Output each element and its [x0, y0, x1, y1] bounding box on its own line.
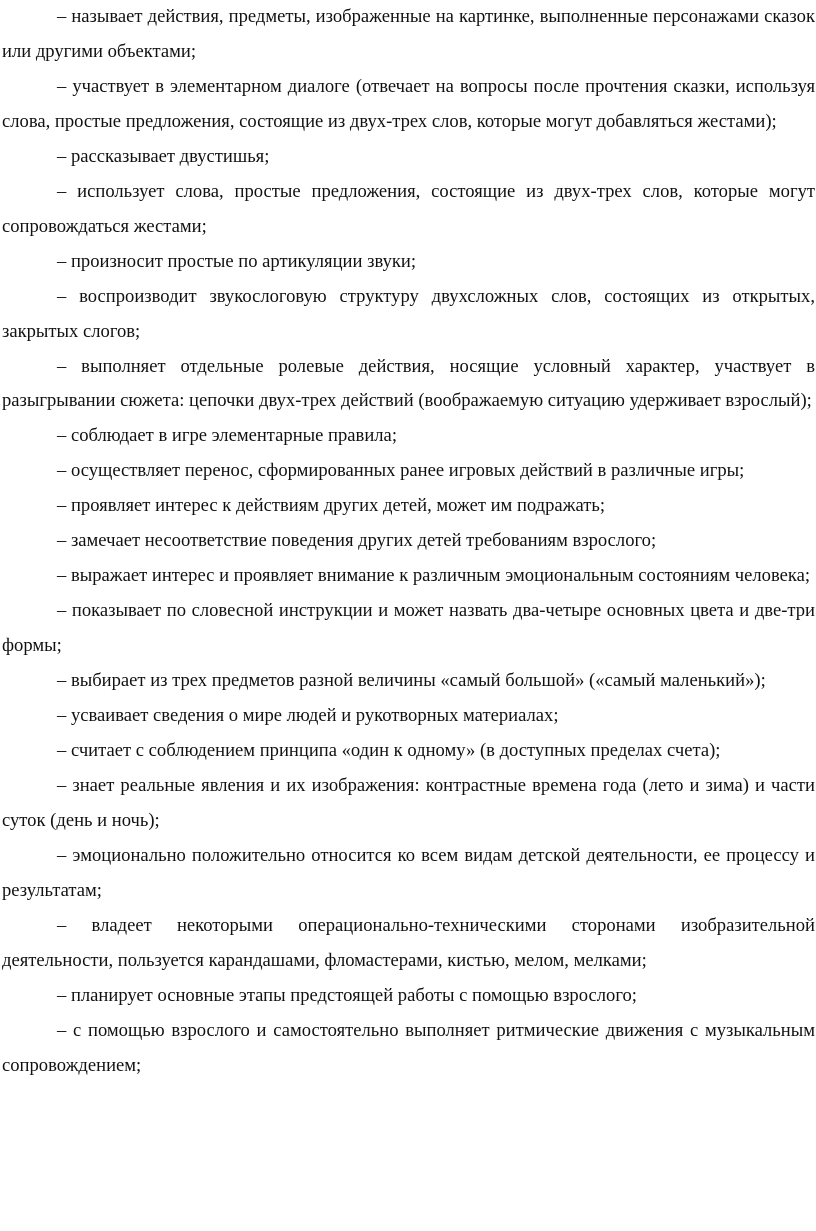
- document-body: [2, 0, 815, 1084]
- paragraph-item: – осуществляет перенос, сформированных ранее игровых действий в различные игры;: [57, 460, 745, 482]
- paragraph-item: – замечает несоответствие поведения других детей требованиям взрослого;: [57, 530, 657, 552]
- paragraph-item: – с помощью взрослого и самостоятельно выполняет ритмические движения с музыкальным сопровождением;: [2, 1019, 815, 1076]
- paragraph-item: – соблюдает в игре элементарные правила;: [57, 425, 397, 447]
- paragraph-item: – выполняет отдельные ролевые действия, носящие условный характер, участвует в разыгрывании сюжета: цепочки двух-трех действий (воображаемую ситуацию удерживает взрослый);: [2, 355, 815, 412]
- paragraph-item: – воспроизводит звукослоговую структуру двухсложных слов, состоящих из открытых, закрытых слогов;: [2, 285, 815, 342]
- paragraph-item: – участвует в элементарном диалоге (отвечает на вопросы после прочтения сказки, используя слова, простые предложения, состоящие из двух-трех слов, которые могут добавляться жестами);: [2, 75, 815, 132]
- paragraph-item: – эмоционально положительно относится ко всем видам детской деятельности, ее процессу и результатам;: [2, 844, 815, 901]
- paragraph-item: – знает реальные явления и их изображения: контрастные времена года (лето и зима) и части суток (день и ночь);: [2, 774, 815, 831]
- paragraph-item: – считает с соблюдением принципа «один к одному» (в доступных пределах счета);: [57, 740, 721, 762]
- paragraph-item: – рассказывает двустишья;: [57, 145, 270, 167]
- paragraph-item: – усваивает сведения о мире людей и рукотворных материалах;: [57, 705, 559, 727]
- paragraph-item: – использует слова, простые предложения, состоящие из двух-трех слов, которые могут сопровождаться жестами;: [2, 180, 815, 237]
- paragraph-item: – владеет некоторыми операционально-техническими сторонами изобразительной деятельности, пользуется карандашами, фломастерами, кистью, мелом, мелками;: [2, 914, 815, 971]
- paragraph-item: – планирует основные этапы предстоящей работы с помощью взрослого;: [57, 984, 637, 1006]
- paragraph-item: – произносит простые по артикуляции звуки;: [57, 250, 417, 272]
- paragraph-item: – показывает по словесной инструкции и может назвать два-четыре основных цвета и две-три формы;: [2, 600, 815, 657]
- paragraph-item: – проявляет интерес к действиям других детей, может им подражать;: [57, 495, 606, 517]
- paragraph-item: – выбирает из трех предметов разной величины «самый большой» («самый маленький»);: [57, 670, 766, 692]
- paragraph-item: – называет действия, предметы, изображенные на картинке, выполненные персонажами сказок или другими объектами;: [2, 6, 815, 62]
- paragraph-item: – выражает интерес и проявляет внимание к различным эмоциональным состояниям человека;: [57, 565, 811, 587]
